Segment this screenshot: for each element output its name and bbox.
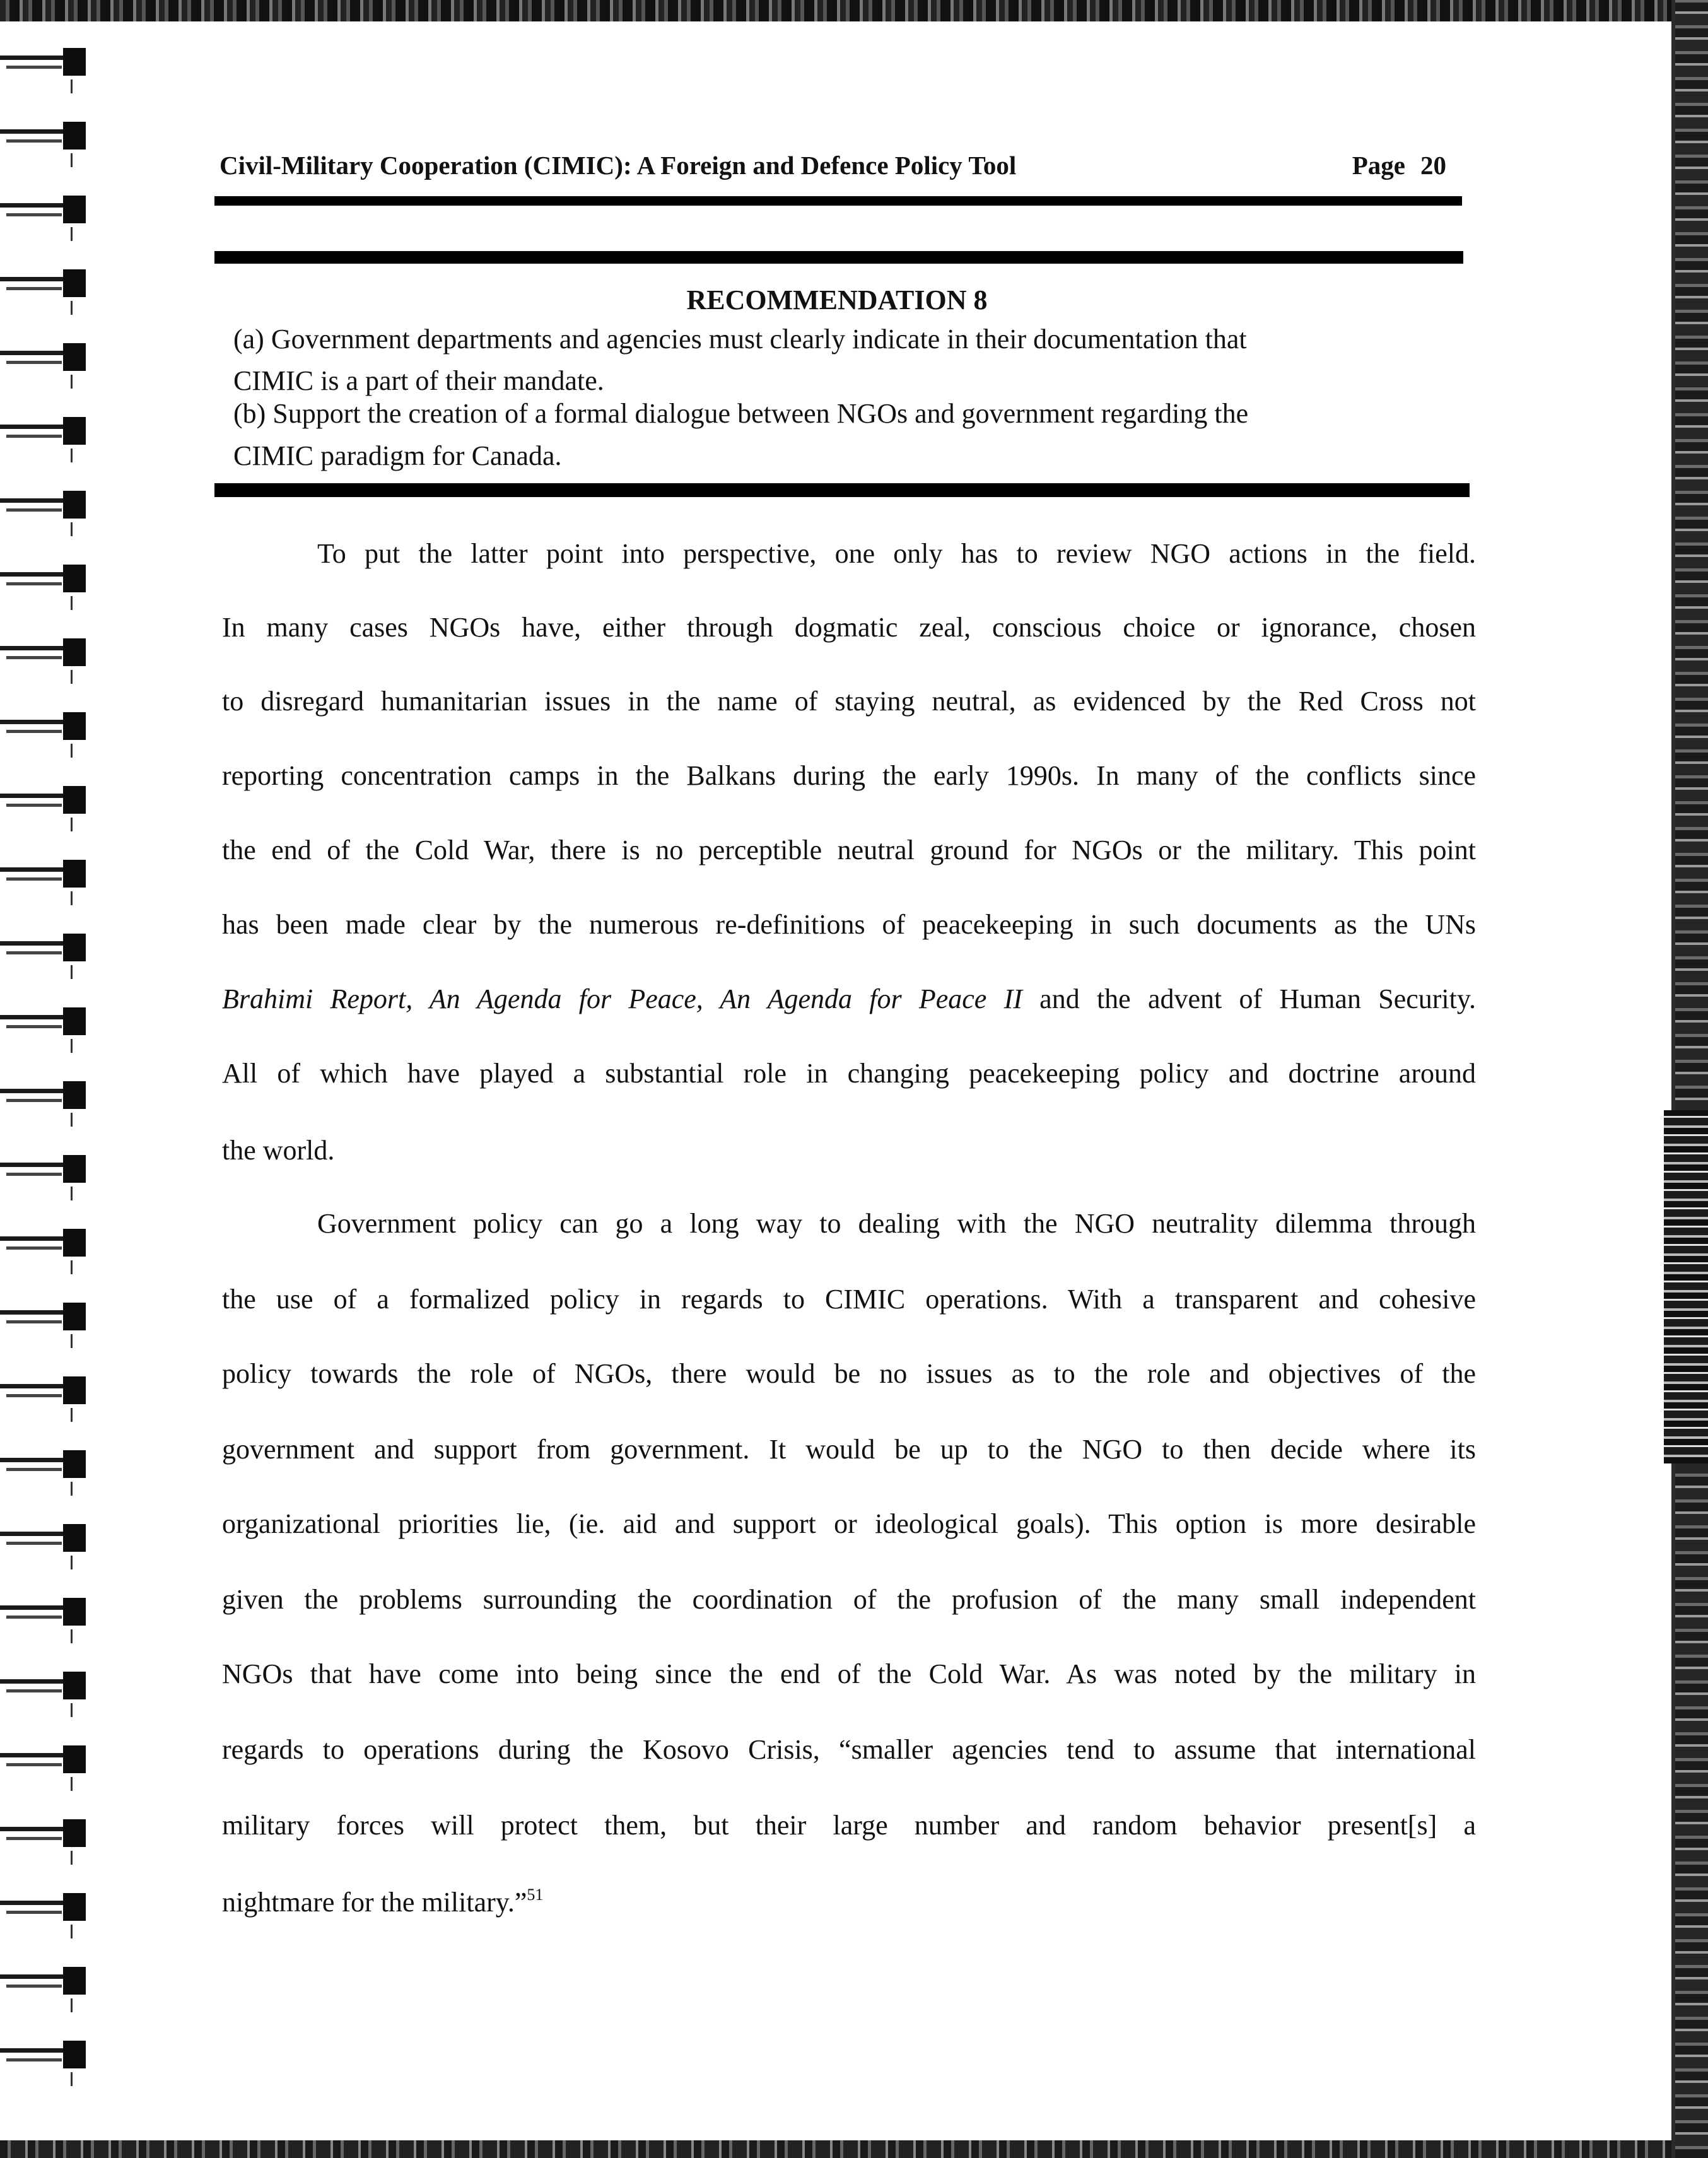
- scan-artifact-right: [1664, 1110, 1708, 1463]
- binding-coil: [0, 266, 88, 303]
- paragraph-1-line: To put the latter point into perspective, one only has to review NGO actions in the field.: [317, 538, 1476, 569]
- paragraph-2-line: the use of a formalized policy in regards to CIMIC operations. With a transparent and cohesive: [222, 1284, 1476, 1315]
- footnote-reference: 51: [527, 1885, 544, 1904]
- binding-coil: [0, 1004, 88, 1041]
- scan-border-bottom: [0, 2140, 1708, 2158]
- binding-coil: [0, 1077, 88, 1115]
- binding-coil: [0, 1151, 88, 1189]
- paragraph-2-line: military forces will protect them, but their large number and random behavior present[s] a: [222, 1810, 1476, 1841]
- paragraph-1-line: reporting concentration camps in the Balkans during the early 1990s. In many of the conflicts since: [222, 760, 1476, 791]
- paragraph-1-line: In many cases NGOs have, either through dogmatic zeal, conscious choice or ignorance, chosen: [222, 612, 1476, 643]
- paragraph-2-last-line: [222, 1886, 1476, 1919]
- recommendation-heading: RECOMMENDATION 8: [686, 284, 988, 315]
- binding-coil: [0, 1299, 88, 1337]
- paragraph-1-line: to disregard humanitarian issues in the name of staying neutral, as evidenced by the Red Cross not: [222, 686, 1476, 717]
- recommendation-line: (b) Support the creation of a formal dialogue between NGOs and government regarding the: [233, 398, 1249, 429]
- spiral-binding: [0, 44, 88, 2126]
- paragraph-2-line: regards to operations during the Kosovo Crisis, “smaller agencies tend to assume that international: [222, 1734, 1476, 1765]
- binding-coil: [0, 487, 88, 525]
- paragraph-2-line: government and support from government. It would be up to the NGO to then decide where its: [222, 1434, 1476, 1465]
- binding-coil: [0, 635, 88, 672]
- binding-coil: [0, 118, 88, 156]
- binding-coil: [0, 561, 88, 599]
- paragraph-2-line: organizational priorities lie, (ie. aid and support or ideological goals). This option is more desirable: [222, 1508, 1476, 1539]
- binding-coil: [0, 413, 88, 451]
- binding-coil: [0, 930, 88, 968]
- page-word: Page: [1352, 151, 1405, 180]
- document-titles-italic: Brahimi Report, An Agenda for Peace, An Agenda for Peace II: [222, 983, 1022, 1014]
- paragraph-1-line: has been made clear by the numerous re-definitions of peacekeeping in such documents as the UNs: [222, 909, 1476, 940]
- binding-coil: [0, 44, 88, 82]
- binding-coil: [0, 708, 88, 746]
- page-number-label: [1352, 150, 1446, 180]
- binding-coil: [0, 2037, 88, 2075]
- binding-coil: [0, 1742, 88, 1780]
- header-rule: [214, 196, 1462, 206]
- binding-coil: [0, 1963, 88, 2001]
- paragraph-1-line: All of which have played a substantial role in changing peacekeeping policy and doctrine around: [222, 1058, 1476, 1089]
- binding-coil: [0, 782, 88, 820]
- paragraph-1-line: [222, 983, 1476, 1016]
- document-title: Civil-Military Cooperation (CIMIC): A Foreign and Defence Policy Tool: [219, 151, 1017, 180]
- line-continuation: and the advent of Human Security.: [1022, 983, 1476, 1014]
- binding-coil: [0, 1373, 88, 1410]
- binding-coil: [0, 339, 88, 377]
- binding-coil: [0, 1668, 88, 1706]
- recommendation-bottom-rule: [214, 483, 1470, 497]
- running-header: [219, 150, 1446, 188]
- paragraph-2-line: policy towards the role of NGOs, there would be no issues as to the role and objectives of the: [222, 1358, 1476, 1389]
- binding-coil: [0, 1446, 88, 1484]
- paragraph-2-line: Government policy can go a long way to dealing with the NGO neutrality dilemma through: [317, 1208, 1476, 1239]
- binding-coil: [0, 1594, 88, 1632]
- scan-border-right: [1675, 0, 1708, 2158]
- paragraph-2-line: given the problems surrounding the coordination of the profusion of the many small independent: [222, 1584, 1476, 1615]
- recommendation-line: (a) Government departments and agencies must clearly indicate in their documentation that: [233, 324, 1247, 355]
- recommendation-top-rule: [214, 251, 1463, 264]
- paragraph-1-line: the end of the Cold War, there is no perceptible neutral ground for NGOs or the military. This point: [222, 835, 1476, 865]
- binding-coil: [0, 1225, 88, 1263]
- quote-ending: nightmare for the military.”: [222, 1887, 527, 1918]
- scan-border-top: [0, 0, 1708, 21]
- recommendation-line: CIMIC paradigm for Canada.: [233, 440, 562, 471]
- binding-coil: [0, 1889, 88, 1927]
- binding-coil: [0, 1815, 88, 1853]
- paragraph-2-line: NGOs that have come into being since the end of the Cold War. As was noted by the military in: [222, 1658, 1476, 1689]
- binding-coil: [0, 856, 88, 894]
- binding-coil: [0, 1520, 88, 1558]
- recommendation-line: CIMIC is a part of their mandate.: [233, 365, 604, 396]
- page-number: 20: [1420, 151, 1446, 180]
- paragraph-1-last-line: the world.: [222, 1135, 335, 1166]
- binding-coil: [0, 192, 88, 230]
